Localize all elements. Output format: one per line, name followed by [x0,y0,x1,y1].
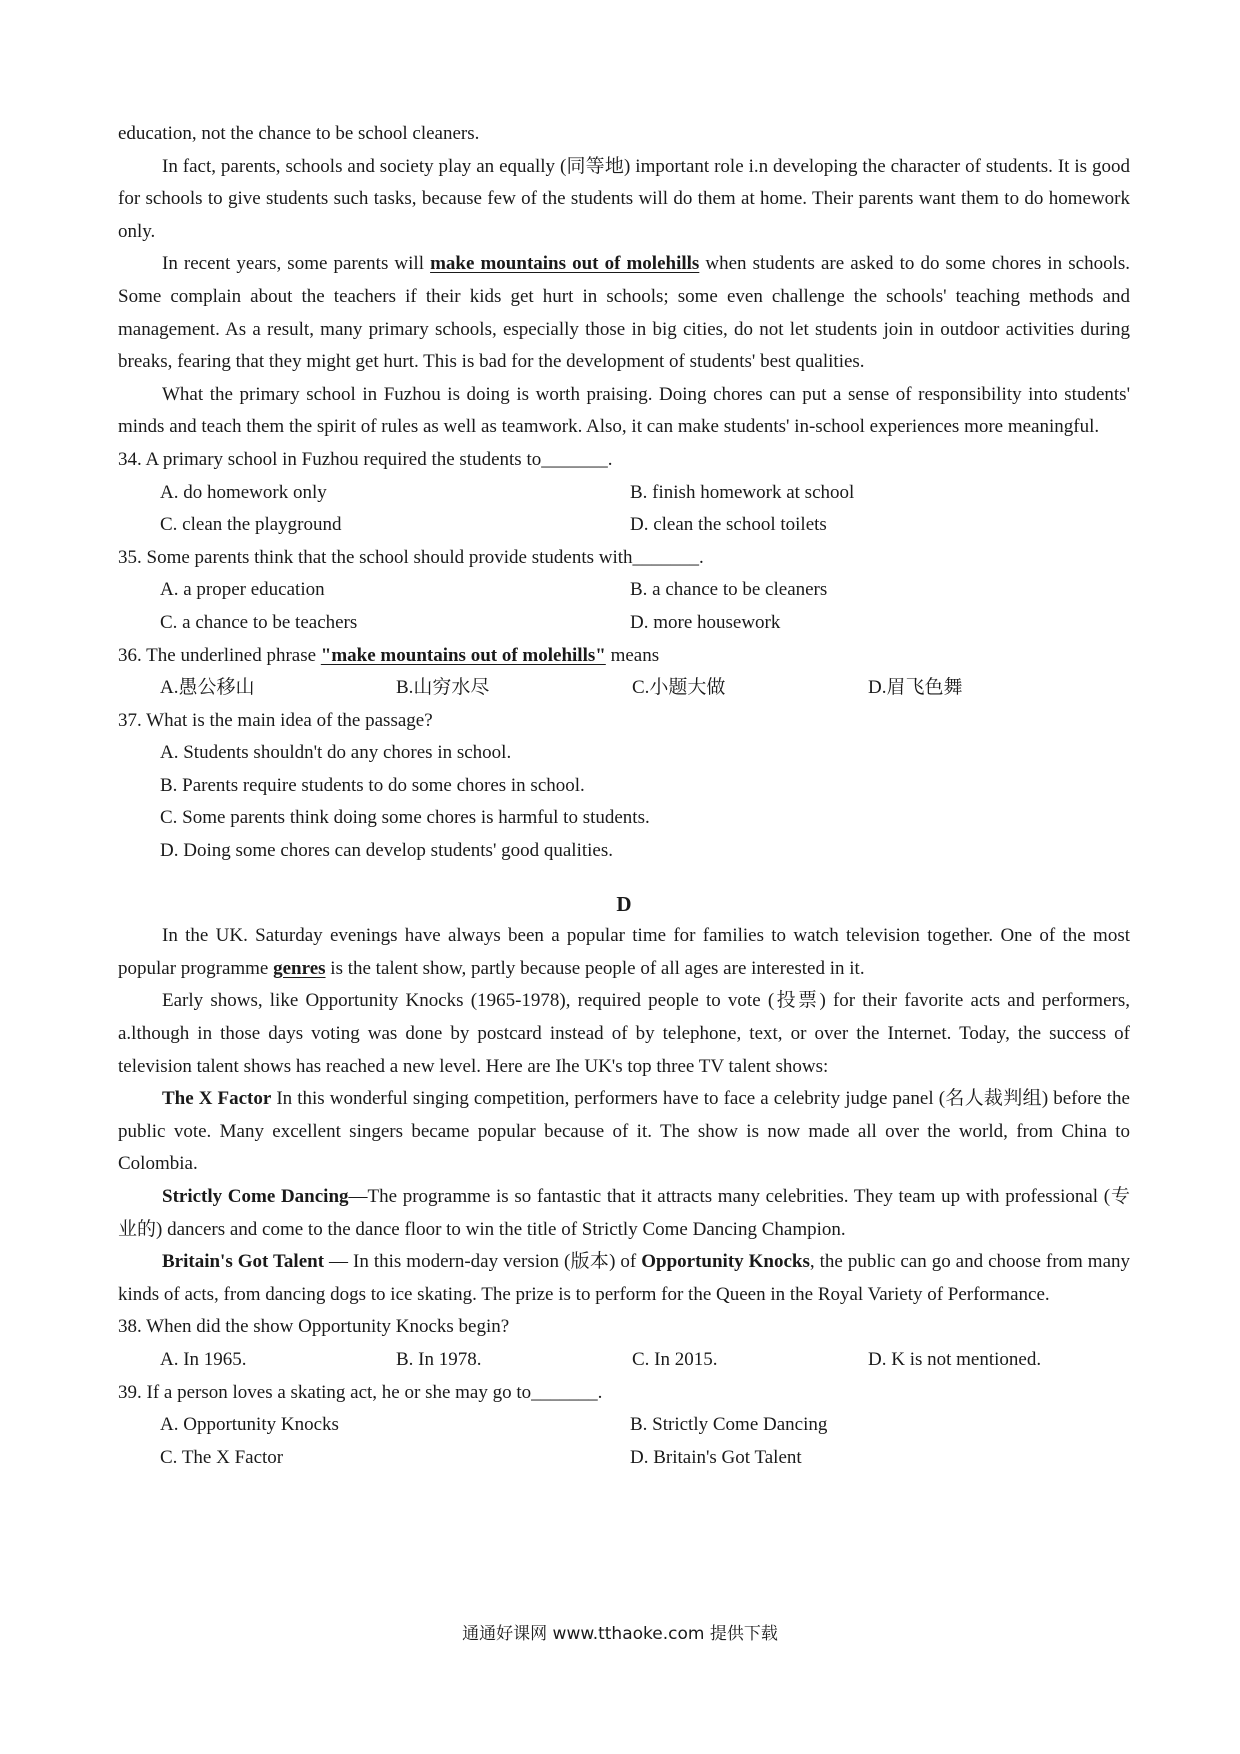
show-title: Britain's Got Talent [162,1251,325,1273]
text-span: when students are asked to do some chores in schools. Some complain about the teachers if their kids get hurt in schools; some even challenge the schools' teaching methods and management. As a result, many primary schools, especially those in big cities, do not let students join in outdoor activities during breaks, fearing that they might get hurt. This is bad for the development of students' best qualities. [118,253,1130,373]
option-d: D. more housework [630,611,781,633]
options-row [118,509,1130,542]
option-a: A. Opportunity Knocks [160,1414,339,1436]
underlined-phrase: "make mountains out of molehills" [320,644,606,666]
options-row [118,574,1130,607]
page-footer: 通通好课网 www.tthaoke.com 提供下载 [462,1624,778,1644]
question-stem: 37. What is the main idea of the passage? [118,709,433,731]
options-row [118,1442,1130,1475]
options-row [118,672,1130,705]
underlined-word: genres [273,957,326,979]
text-span: 36. The underlined phrase [118,644,321,666]
text-span: means [605,644,660,666]
option-a: A. Students shouldn't do any chores in school. [160,742,512,764]
options-row [118,477,1130,510]
option-b: B. finish homework at school [630,481,855,503]
show-title: Opportunity Knocks [641,1251,810,1273]
passage-paragraph [118,1181,1130,1246]
option-a: A. In 1965. [160,1348,247,1370]
text-span: , the public can go and choose from many kinds of acts, from dancing dogs to ice skating. The prize is to perform for the Queen in the Royal Variety of Performance. [118,1251,1131,1305]
text-span: —The programme is so fantastic that it attracts many celebrities. They team up with professional (专业的) dancers and come to the dance floor to win the title of Strictly Come Dancing Champion. [118,1186,1130,1240]
options-row [118,1409,1130,1442]
show-title: Strictly Come Dancing [162,1186,349,1207]
page-content [118,118,1130,1474]
option-b: B. a chance to be cleaners [630,579,828,601]
text-span: In the UK. Saturday evenings have always been a popular time for families to watch television together. One of the most popular programme [118,925,1130,979]
text-span: — In this modern-day version (版本) of [324,1251,642,1273]
passage-paragraph: education, not the chance to be school cleaners. [118,123,480,144]
option-d: D.眉飞色舞 [868,677,963,699]
passage-paragraph: Early shows, like Opportunity Knocks (1965-1978), required people to vote (投票) for their favorite acts and performers, a.lthough in those days voting was done by postcard instead of by telephone, text, or over the Internet. Today, the success of television talent shows has reached a new level. Here are Ihe UK's top three TV talent shows: [118,990,1130,1077]
option-b: B. In 1978. [396,1348,482,1370]
option-b: B.山穷水尽 [396,677,490,699]
option-c: C. Some parents think doing some chores is harmful to students. [160,807,650,829]
option-c: C. The X Factor [160,1446,284,1468]
option-b: B. Strictly Come Dancing [630,1414,828,1436]
text-span: In recent years, some parents will [162,253,431,275]
option-d: D. Doing some chores can develop students' good qualities. [160,840,614,862]
option-d: D. clean the school toilets [630,514,827,536]
options-row [118,1344,1130,1377]
option-c: C. a chance to be teachers [160,611,358,633]
section-title: D [616,891,632,916]
show-title: The X Factor [162,1088,272,1110]
passage-paragraph: What the primary school in Fuzhou is doing is worth praising. Doing chores can put a sense of responsibility into students' minds and teach them the spirit of rules as well as teamwork. Also, it can make students' in-school experiences more meaningful. [118,383,1130,438]
options-row [118,607,1130,640]
question-stem: 39. If a person loves a skating act, he or she may go to_______. [118,1381,603,1403]
option-a: A. a proper education [160,579,325,601]
option-c: C. In 2015. [632,1348,718,1370]
option-d: D. Britain's Got Talent [630,1446,802,1468]
option-a: A.愚公移山 [160,677,255,699]
question-stem: 34. A primary school in Fuzhou required the students to_______. [118,448,613,470]
option-d: D. K is not mentioned. [868,1348,1042,1370]
passage-paragraph [118,248,1130,378]
question-stem [118,640,1130,673]
text-span: In this wonderful singing competition, performers have to face a celebrity judge panel (名人裁判组) before the public vote. Many excellent singers became popular because of it. The show is now made all over the world, from China to Colombia. [118,1088,1130,1175]
text-span: is the talent show, partly because people of all ages are interested in it. [325,957,865,979]
option-a: A. do homework only [160,481,327,503]
question-stem: 38. When did the show Opportunity Knocks begin? [118,1316,510,1338]
question-stem: 35. Some parents think that the school should provide students with_______. [118,546,704,568]
passage-paragraph: In fact, parents, schools and society play an equally (同等地) important role i.n developing the character of students. It is good for schools to give students such tasks, because few of the students will do them at home. Their parents want them to do homework only. [118,155,1130,242]
passage-paragraph [118,920,1130,985]
passage-paragraph [118,1246,1130,1311]
underlined-phrase: make mountains out of molehills [430,253,700,275]
option-c: C. clean the playground [160,514,342,536]
option-b: B. Parents require students to do some chores in school. [160,774,585,796]
passage-paragraph [118,1083,1130,1181]
option-c: C.小题大做 [632,677,726,699]
